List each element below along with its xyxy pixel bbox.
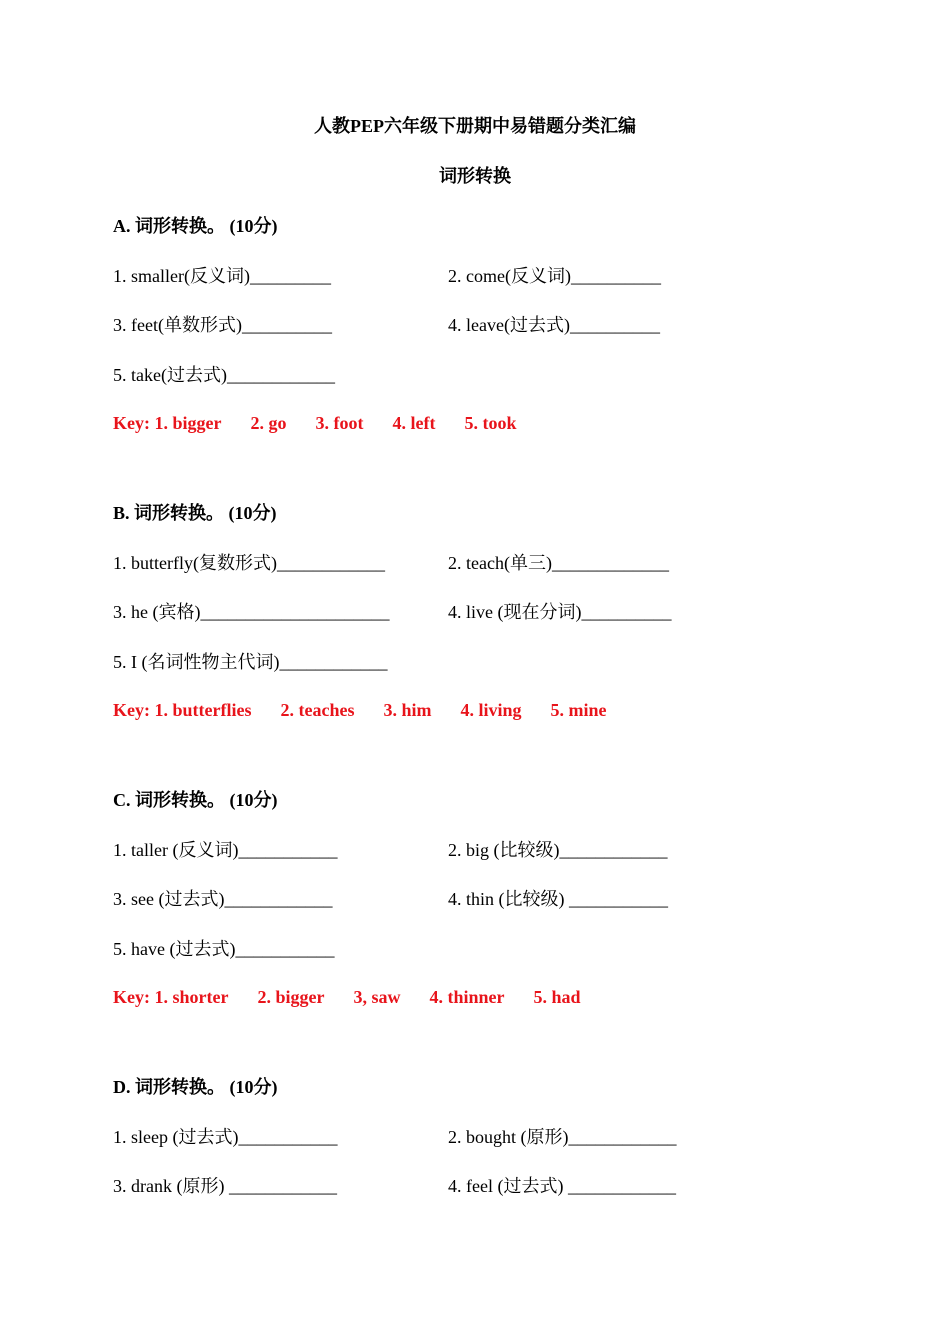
exercise-item: 3. drank (原形) ____________ — [113, 1176, 337, 1196]
exercise-item: 4. feel (过去式) ____________ — [448, 1176, 676, 1196]
answer-key-item: 4. thinner — [429, 987, 505, 1007]
answer-key-item: 3. foot — [315, 413, 364, 433]
section-heading: C. 词形转换。 (10分) — [113, 790, 278, 810]
section-heading: B. 词形转换。 (10分) — [113, 503, 277, 523]
exercise-item: 4. thin (比较级) ___________ — [448, 889, 668, 909]
answer-key-item: 5. took — [464, 413, 517, 433]
section-heading: A. 词形转换。 (10分) — [113, 216, 278, 236]
answer-key-item: 2. go — [250, 413, 287, 433]
answer-key-item: 4. living — [460, 700, 522, 720]
answer-key-item: 3. him — [383, 700, 432, 720]
exercise-item: 2. teach(单三)_____________ — [448, 553, 669, 573]
answer-key-item: 2. bigger — [257, 987, 325, 1007]
exercise-item: 3. feet(单数形式)__________ — [113, 315, 332, 335]
exercise-item: 1. taller (反义词)___________ — [113, 840, 338, 860]
exercise-item: 1. smaller(反义词)_________ — [113, 266, 331, 286]
exercise-item: 2. bought (原形)____________ — [448, 1127, 677, 1147]
answer-key-item: 3, saw — [353, 987, 401, 1007]
answer-key — [113, 984, 581, 1010]
page-subtitle: 词形转换 — [439, 166, 511, 186]
answer-key-item: Key: 1. shorter — [113, 987, 229, 1007]
exercise-item: 5. I (名词性物主代词)____________ — [113, 652, 388, 672]
answer-key-item: Key: 1. bigger — [113, 413, 222, 433]
exercise-item: 1. butterfly(复数形式)____________ — [113, 553, 385, 573]
answer-key-item: 5. mine — [550, 700, 607, 720]
exercise-item: 5. have (过去式)___________ — [113, 939, 335, 959]
answer-key — [113, 697, 606, 723]
exercise-item: 4. live (现在分词)__________ — [448, 602, 672, 622]
exercise-item: 5. take(过去式)____________ — [113, 365, 335, 385]
section-heading: D. 词形转换。 (10分) — [113, 1077, 278, 1097]
answer-key-item: 4. left — [392, 413, 436, 433]
exercise-item: 1. sleep (过去式)___________ — [113, 1127, 338, 1147]
answer-key-item: 5. had — [533, 987, 581, 1007]
exercise-item: 3. see (过去式)____________ — [113, 889, 333, 909]
exercise-item: 4. leave(过去式)__________ — [448, 315, 660, 335]
page-title: 人教PEP六年级下册期中易错题分类汇编 — [314, 116, 636, 136]
exercise-item: 3. he (宾格)_____________________ — [113, 602, 390, 622]
exercise-item: 2. big (比较级)____________ — [448, 840, 668, 860]
answer-key — [113, 410, 516, 436]
exercise-item: 2. come(反义词)__________ — [448, 266, 661, 286]
answer-key-item: 2. teaches — [280, 700, 355, 720]
answer-key-item: Key: 1. butterflies — [113, 700, 252, 720]
